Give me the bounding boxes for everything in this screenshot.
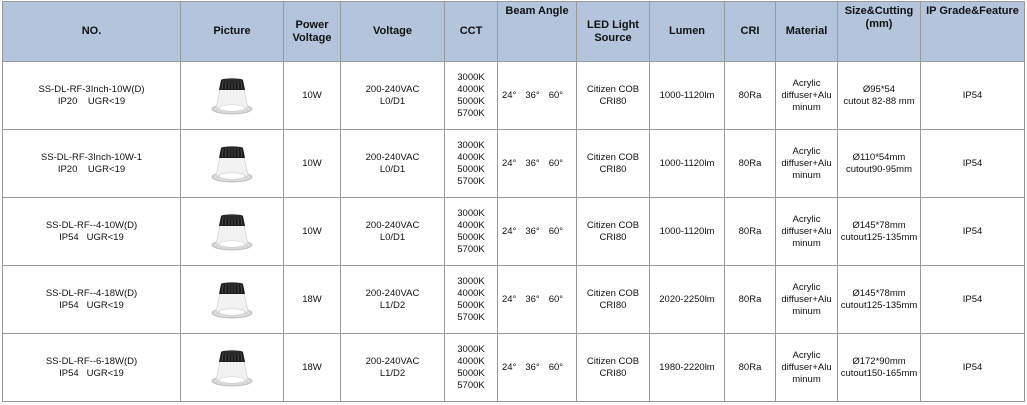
source-cri: CRI80: [599, 95, 627, 107]
cell-material: [776, 62, 838, 130]
cutout-value: cutout125-135mm: [840, 299, 918, 311]
cell-model: [3, 334, 181, 402]
material-line: minum: [792, 305, 821, 317]
downlight-product-icon: [183, 145, 281, 183]
header-material: Material: [776, 2, 838, 62]
cct-value: 4000K: [457, 151, 485, 163]
material-line: Acrylic: [792, 281, 821, 293]
cell-model: [3, 62, 181, 130]
source-cri: CRI80: [599, 299, 627, 311]
cell-model: [3, 198, 181, 266]
cell-cri: 80Ra: [725, 198, 776, 266]
voltage-range: 200-240VAC: [365, 83, 420, 95]
cell-power: 10W: [284, 130, 341, 198]
header-power: Power Voltage: [284, 2, 341, 62]
cell-cct: [445, 334, 498, 402]
cell-picture: [181, 266, 284, 334]
cct-value: 3000K: [457, 207, 485, 219]
table-row: [3, 62, 1025, 130]
cell-light-source: [577, 62, 650, 130]
cell-beam-angle: [498, 130, 577, 198]
downlight-product-icon: [183, 77, 281, 115]
dimming-class: L1/D2: [379, 367, 406, 379]
header-cct: CCT: [445, 2, 498, 62]
model-spec: IP54 UGR<19: [59, 231, 124, 243]
cell-voltage: [341, 198, 445, 266]
cutout-value: cutout125-135mm: [840, 231, 918, 243]
cell-voltage: [341, 62, 445, 130]
cct-value: 3000K: [457, 343, 485, 355]
cutout-value: cutout150-165mm: [840, 367, 918, 379]
spec-table: [2, 1, 1025, 402]
cell-picture: [181, 334, 284, 402]
header-size-cutting: Size&Cutting (mm): [838, 2, 921, 62]
header-voltage: Voltage: [341, 2, 445, 62]
model-spec: IP20 UGR<19: [57, 163, 126, 175]
cell-lumen: 1000-1120lm: [650, 62, 725, 130]
cutout-value: cutout90-95mm: [845, 163, 912, 175]
source-cri: CRI80: [599, 367, 627, 379]
cell-power: 10W: [284, 62, 341, 130]
cell-picture: [181, 198, 284, 266]
material-line: minum: [792, 101, 821, 113]
header-cri: CRI: [725, 2, 776, 62]
cell-cct: [445, 62, 498, 130]
cell-cri: 80Ra: [725, 334, 776, 402]
cct-value: 5700K: [457, 175, 485, 187]
cell-cct: [445, 198, 498, 266]
cell-beam-angle: [498, 266, 577, 334]
cell-ip-grade: IP54: [921, 266, 1025, 334]
model-name: SS-DL-RF--6-18W(D): [45, 355, 138, 367]
cell-size-cutting: [838, 334, 921, 402]
header-row: [3, 2, 1025, 62]
cell-lumen: 1000-1120lm: [650, 130, 725, 198]
voltage-range: 200-240VAC: [365, 355, 420, 367]
header-beam-angle: Beam Angle: [498, 2, 577, 62]
source-name: Citizen COB: [586, 355, 640, 367]
cell-size-cutting: [838, 130, 921, 198]
cct-value: 4000K: [457, 287, 485, 299]
source-name: Citizen COB: [586, 83, 640, 95]
cct-value: 5700K: [457, 311, 485, 323]
material-line: minum: [792, 169, 821, 181]
beam-angle-value: 24°: [501, 89, 517, 101]
dimming-class: L0/D1: [379, 231, 406, 243]
cutout-value: cutout 82-88 mm: [843, 95, 915, 107]
cell-material: [776, 198, 838, 266]
cell-material: [776, 130, 838, 198]
voltage-range: 200-240VAC: [365, 219, 420, 231]
cct-value: 3000K: [457, 275, 485, 287]
cct-value: 5000K: [457, 367, 485, 379]
beam-angle-value: 36°: [525, 157, 540, 169]
cell-ip-grade: IP54: [921, 334, 1025, 402]
beam-angle-value: 36°: [525, 89, 540, 101]
source-cri: CRI80: [599, 163, 627, 175]
cell-model: [3, 130, 181, 198]
cell-power: 18W: [284, 334, 341, 402]
model-spec: IP54 UGR<19: [59, 299, 124, 311]
beam-angle-value: 36°: [525, 293, 540, 305]
dimming-class: L0/D1: [379, 163, 406, 175]
cell-picture: [181, 130, 284, 198]
material-line: minum: [792, 237, 821, 249]
cell-size-cutting: [838, 266, 921, 334]
size-value: Ø145*78mm: [852, 219, 906, 231]
cell-lumen: 1000-1120lm: [650, 198, 725, 266]
material-line: diffuser+Alu: [781, 89, 832, 101]
material-line: Acrylic: [792, 77, 821, 89]
table-row: [3, 266, 1025, 334]
material-line: diffuser+Alu: [781, 293, 832, 305]
cell-power: 18W: [284, 266, 341, 334]
header-no: NO.: [3, 2, 181, 62]
material-line: Acrylic: [792, 213, 821, 225]
source-cri: CRI80: [599, 231, 627, 243]
size-value: Ø145*78mm: [852, 287, 906, 299]
cell-light-source: [577, 266, 650, 334]
cct-value: 5000K: [457, 299, 485, 311]
material-line: Acrylic: [792, 145, 821, 157]
cct-value: 5000K: [457, 163, 485, 175]
material-line: Acrylic: [792, 349, 821, 361]
model-name: SS-DL-RF--4-10W(D): [45, 219, 138, 231]
downlight-product-icon: [183, 349, 281, 387]
cell-ip-grade: IP54: [921, 198, 1025, 266]
cell-ip-grade: IP54: [921, 130, 1025, 198]
header-light-source: LED Light Source: [577, 2, 650, 62]
beam-angle-value: 24°: [501, 293, 517, 305]
beam-angle-value: 60°: [548, 157, 564, 169]
cell-picture: [181, 62, 284, 130]
cell-beam-angle: [498, 198, 577, 266]
downlight-product-icon: [183, 281, 281, 319]
voltage-range: 200-240VAC: [365, 287, 420, 299]
cell-lumen: 1980-2220lm: [650, 334, 725, 402]
cct-value: 5000K: [457, 231, 485, 243]
material-line: minum: [792, 373, 821, 385]
header-picture: Picture: [181, 2, 284, 62]
beam-angle-value: 60°: [548, 89, 564, 101]
header-lumen: Lumen: [650, 2, 725, 62]
cell-cct: [445, 266, 498, 334]
beam-angle-value: 24°: [501, 361, 517, 373]
beam-angle-value: 60°: [548, 361, 564, 373]
model-spec: IP20 UGR<19: [57, 95, 126, 107]
cct-value: 4000K: [457, 219, 485, 231]
source-name: Citizen COB: [586, 151, 640, 163]
cell-light-source: [577, 130, 650, 198]
cell-voltage: [341, 266, 445, 334]
cell-voltage: [341, 130, 445, 198]
cct-value: 5700K: [457, 243, 485, 255]
model-name: SS-DL-RF-3Inch-10W-1: [40, 151, 143, 163]
cct-value: 4000K: [457, 355, 485, 367]
cell-cri: 80Ra: [725, 62, 776, 130]
cell-cri: 80Ra: [725, 266, 776, 334]
cell-light-source: [577, 334, 650, 402]
cct-value: 3000K: [457, 71, 485, 83]
cell-power: 10W: [284, 198, 341, 266]
model-name: SS-DL-RF-3Inch-10W(D): [38, 83, 145, 95]
cell-material: [776, 334, 838, 402]
dimming-class: L1/D2: [379, 299, 406, 311]
dimming-class: L0/D1: [379, 95, 406, 107]
beam-angle-value: 60°: [548, 225, 564, 237]
source-name: Citizen COB: [586, 287, 640, 299]
cell-size-cutting: [838, 198, 921, 266]
cell-beam-angle: [498, 334, 577, 402]
beam-angle-value: 24°: [501, 225, 517, 237]
voltage-range: 200-240VAC: [365, 151, 420, 163]
material-line: diffuser+Alu: [781, 361, 832, 373]
cell-cct: [445, 130, 498, 198]
cell-material: [776, 266, 838, 334]
model-spec: IP54 UGR<19: [59, 367, 124, 379]
cct-value: 5700K: [457, 107, 485, 119]
table-row: [3, 334, 1025, 402]
cct-value: 4000K: [457, 83, 485, 95]
cell-lumen: 2020-2250lm: [650, 266, 725, 334]
cct-value: 5700K: [457, 379, 485, 391]
beam-angle-value: 60°: [548, 293, 564, 305]
size-value: Ø172*90mm: [852, 355, 906, 367]
cct-value: 5000K: [457, 95, 485, 107]
cell-ip-grade: IP54: [921, 62, 1025, 130]
beam-angle-value: 24°: [501, 157, 517, 169]
size-value: Ø110*54mm: [852, 151, 906, 163]
cell-beam-angle: [498, 62, 577, 130]
model-name: SS-DL-RF--4-18W(D): [45, 287, 138, 299]
table-row: [3, 130, 1025, 198]
cct-value: 3000K: [457, 139, 485, 151]
cell-light-source: [577, 198, 650, 266]
cell-size-cutting: [838, 62, 921, 130]
cell-cri: 80Ra: [725, 130, 776, 198]
table-row: [3, 198, 1025, 266]
source-name: Citizen COB: [586, 219, 640, 231]
beam-angle-value: 36°: [525, 225, 540, 237]
material-line: diffuser+Alu: [781, 157, 832, 169]
downlight-product-icon: [183, 213, 281, 251]
cell-voltage: [341, 334, 445, 402]
cell-model: [3, 266, 181, 334]
size-value: Ø95*54: [862, 83, 896, 95]
material-line: diffuser+Alu: [781, 225, 832, 237]
beam-angle-value: 36°: [525, 361, 540, 373]
header-ip-grade: IP Grade&Feature: [921, 2, 1025, 62]
